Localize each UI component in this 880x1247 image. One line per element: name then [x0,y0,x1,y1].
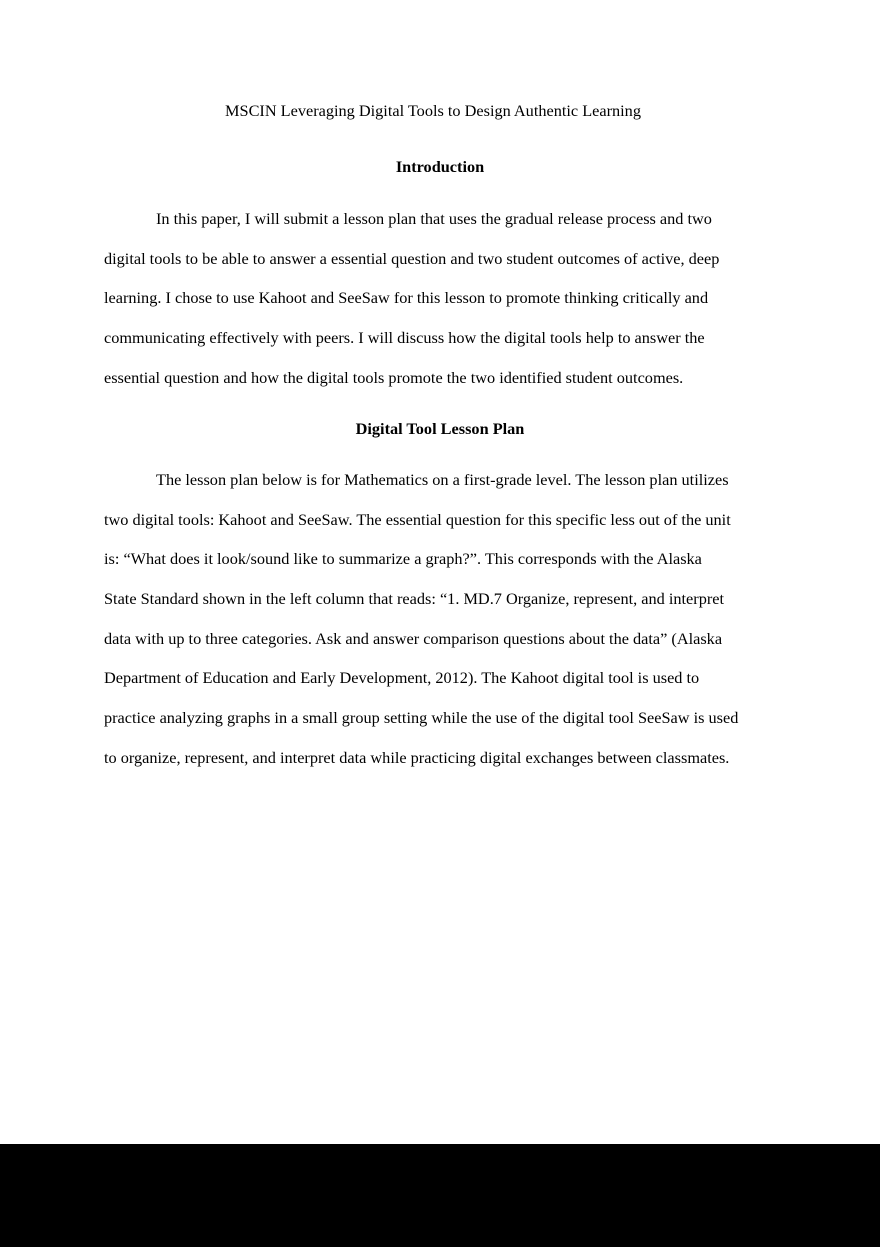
paragraph-line: practice analyzing graphs in a small group setting while the use of the digital tool SeeSaw is used [104,708,739,728]
introduction-paragraph [104,208,784,406]
bottom-black-bar [0,1144,880,1247]
section-heading-lesson-plan: Digital Tool Lesson Plan [355,419,525,438]
paragraph-line: learning. I chose to use Kahoot and SeeSaw for this lesson to promote thinking critically and [104,288,709,308]
document-title: MSCIN Leveraging Digital Tools to Design Authentic Learning [225,101,641,120]
section-heading-introduction: Introduction [395,157,485,176]
paragraph-line: two digital tools: Kahoot and SeeSaw. The essential question for this specific less out of the unit [104,509,731,529]
paragraph-line: State Standard shown in the left column that reads: “1. MD.7 Organize, represent, and interpret [104,589,725,609]
paragraph-line: essential question and how the digital tools promote the two identified student outcomes. [104,367,684,387]
paragraph-line: Department of Education and Early Development, 2012). The Kahoot digital tool is used to [104,668,700,688]
paragraph-line: data with up to three categories. Ask and answer comparison questions about the data” (Alaska [104,628,723,648]
paragraph-line: digital tools to be able to answer a essential question and two student outcomes of active, deep [104,248,720,268]
lesson-plan-paragraph [104,469,784,787]
paragraph-line: communicating effectively with peers. I will discuss how the digital tools help to answer the [104,328,705,348]
paragraph-line: The lesson plan below is for Mathematics on a first-grade level. The lesson plan utilizes [156,470,729,489]
paragraph-line: is: “What does it look/sound like to summarize a graph?”. This corresponds with the Alaska [104,549,702,569]
paragraph-line: In this paper, I will submit a lesson plan that uses the gradual release process and two [156,209,712,228]
paragraph-line: to organize, represent, and interpret data while practicing digital exchanges between classmates. [104,747,730,767]
